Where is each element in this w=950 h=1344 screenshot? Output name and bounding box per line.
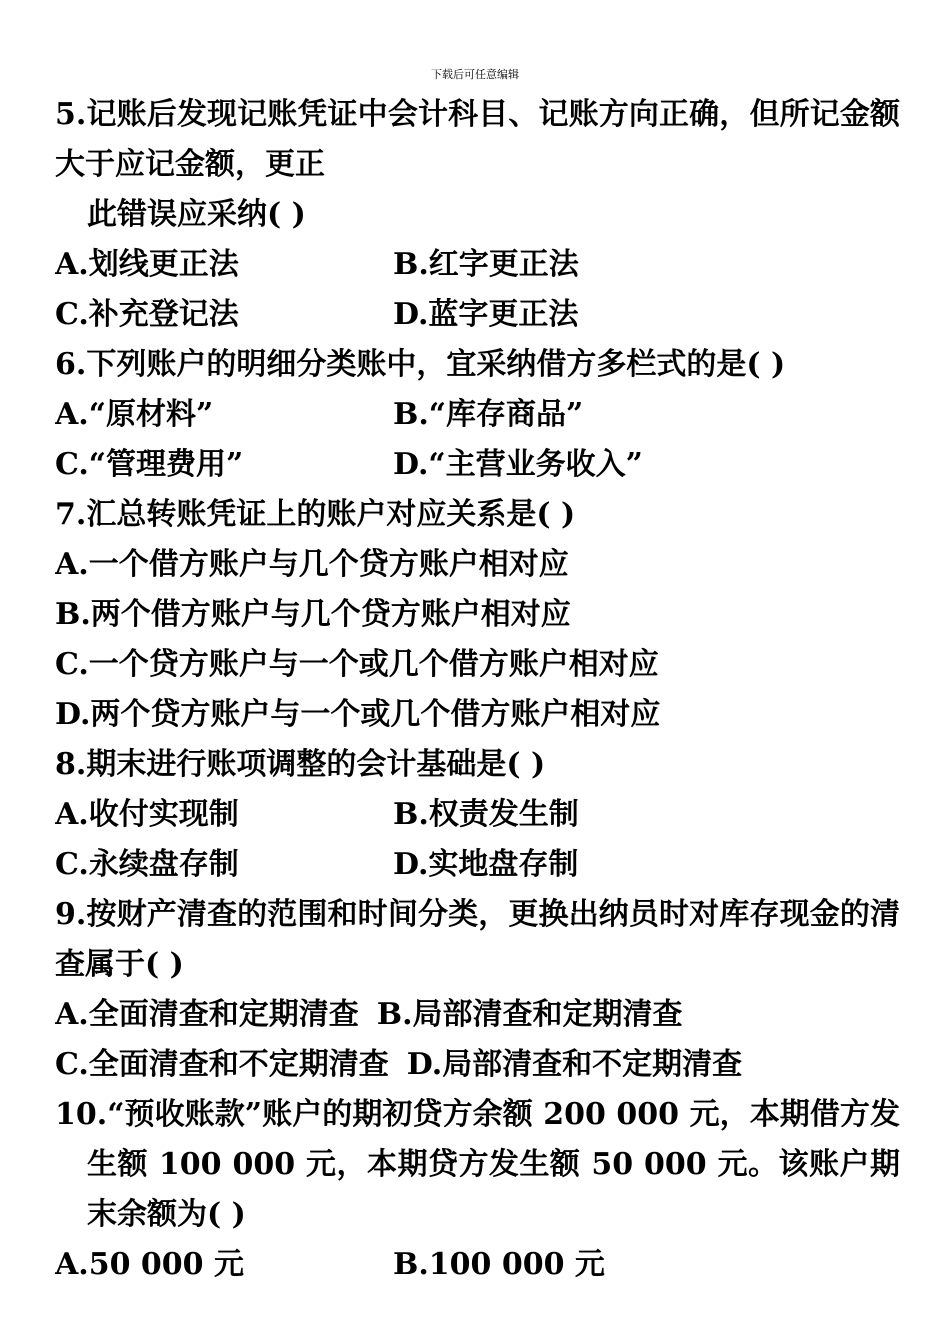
- question-6-options-row-2: [55, 440, 900, 490]
- question-8-option-d: D.实地盘存制: [393, 847, 579, 882]
- question-9-options-row-1: [55, 990, 900, 1040]
- question-5-stem-continued: 此错误应采纳( ): [87, 197, 306, 232]
- question-10-stem: 10.“预收账款”账户的期初贷方余额 200 000 元，本期借方发生额 100 000 元，本期贷方发生额 50 000 元。该账户期末余额为( ): [55, 1097, 900, 1232]
- question-8-option-c: C.永续盘存制: [55, 847, 239, 882]
- question-9-stem: 9.按财产清查的范围和时间分类，更换出纳员时对库存现金的清查属于( ): [55, 897, 900, 982]
- question-6-stem: 6.下列账户的明细分类账中，宜采纳借方多栏式的是( ): [55, 347, 786, 382]
- question-9-options-row-2: [55, 1040, 900, 1090]
- question-10-option-b: B.100 000 元: [393, 1247, 605, 1282]
- question-5-option-d: D.蓝字更正法: [393, 297, 579, 332]
- page-header: 下载后可任意编辑: [431, 68, 519, 81]
- question-8-options-row-2: [55, 840, 900, 890]
- question-9-option-c: C.全面清查和不定期清查: [55, 1047, 389, 1082]
- question-6-options-row-1: [55, 390, 900, 440]
- question-7-option-b: B.两个借方账户与几个贷方账户相对应: [55, 597, 571, 632]
- question-9-option-b: B.局部清查和定期清查: [376, 997, 683, 1032]
- question-9-option-a: A.全面清查和定期清查: [55, 997, 359, 1032]
- question-5-options-row-2: [55, 290, 900, 340]
- question-8-stem: 8.期末进行账项调整的会计基础是( ): [55, 747, 546, 782]
- question-5-option-b: B.红字更正法: [393, 247, 579, 282]
- question-5-option-a: A.划线更正法: [55, 247, 239, 282]
- question-9-option-d: D.局部清查和不定期清查: [406, 1047, 743, 1082]
- question-5-options-row-1: [55, 240, 900, 290]
- question-6-option-d: D.“主营业务收入”: [393, 447, 643, 482]
- question-6-option-b: B.“库存商品”: [393, 397, 584, 432]
- question-6-option-c: C.“管理费用”: [55, 447, 244, 482]
- question-8-options-row-1: [55, 790, 900, 840]
- question-6-option-a: A.“原材料”: [55, 397, 214, 432]
- question-7-option-a: A.一个借方账户与几个贷方账户相对应: [55, 547, 569, 582]
- question-7-option-d: D.两个贷方账户与一个或几个借方账户相对应: [55, 697, 661, 732]
- question-10-options-row-1: [55, 1240, 900, 1290]
- question-8-option-a: A.收付实现制: [55, 797, 239, 832]
- question-7-option-c: C.一个贷方账户与一个或几个借方账户相对应: [55, 647, 659, 682]
- question-list: [55, 90, 900, 1290]
- question-8-option-b: B.权责发生制: [393, 797, 579, 832]
- question-5-stem: 5.记账后发现记账凭证中会计科目、记账方向正确，但所记金额大于应记金额，更正: [55, 97, 900, 182]
- question-10-option-a: A.50 000 元: [55, 1247, 244, 1282]
- question-5-option-c: C.补充登记法: [55, 297, 239, 332]
- question-7-stem: 7.汇总转账凭证上的账户对应关系是( ): [55, 497, 576, 532]
